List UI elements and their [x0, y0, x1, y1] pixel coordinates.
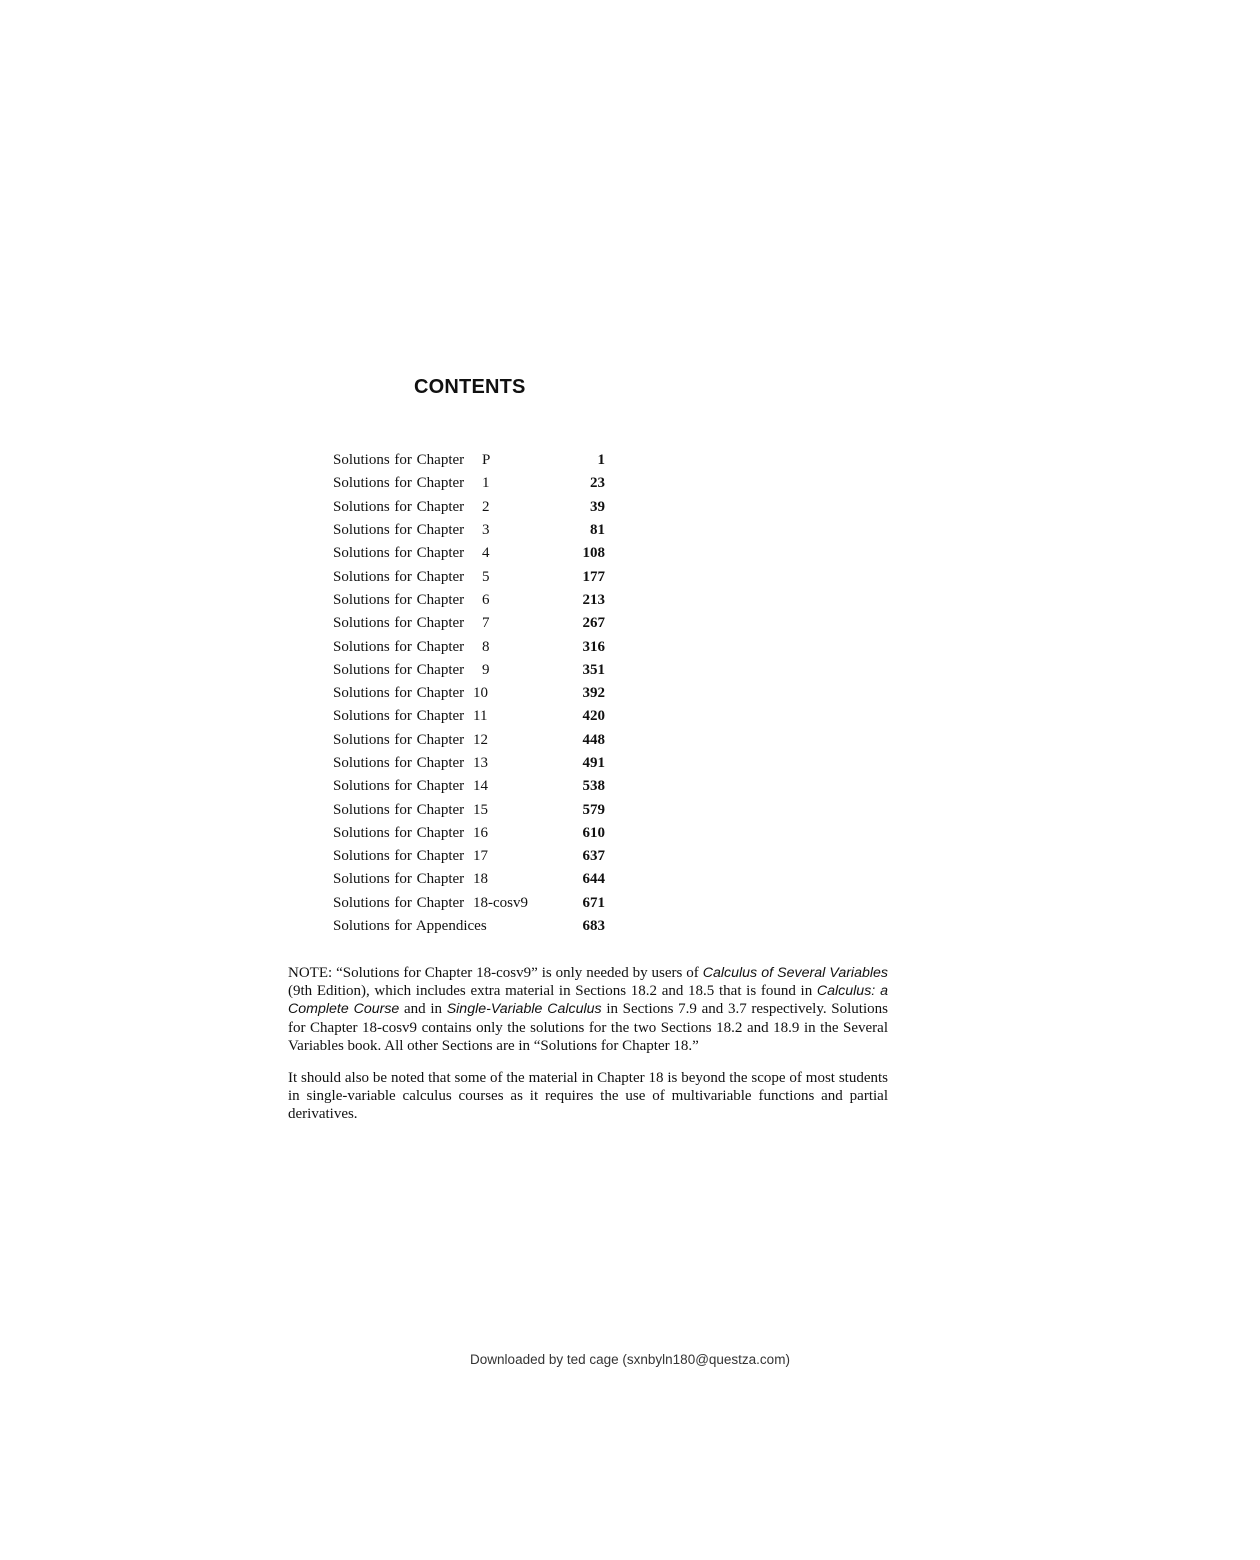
toc-entry-chapter-11[interactable] — [333, 705, 605, 728]
toc-entry-chapter-number: 8 — [482, 638, 490, 655]
toc-entry-label: Solutions for Chapter — [333, 685, 465, 702]
toc-entry-chapter-P[interactable] — [333, 449, 605, 472]
toc-entry-chapter-12[interactable] — [333, 729, 605, 752]
toc-entry-page: 671 — [582, 894, 605, 911]
toc-entry-page: 420 — [582, 708, 605, 725]
toc-entry-label: Solutions for Chapter — [333, 568, 465, 585]
toc-entry-chapter-number: 3 — [482, 522, 490, 539]
toc-entry-chapter-number: 4 — [482, 545, 490, 562]
note-book-title: Calculus of Several Variables — [702, 965, 888, 981]
toc-entry-chapter-number: 9 — [482, 661, 490, 678]
toc-entry-page: 448 — [582, 731, 605, 748]
toc-entry-chapter-15[interactable] — [333, 798, 605, 821]
note-book-title: Single-Variable Calculus — [446, 1001, 602, 1018]
toc-entry-label: Solutions for Chapter — [333, 755, 465, 771]
toc-entry-appendices[interactable] — [333, 915, 605, 938]
toc-entry-page: 108 — [582, 545, 605, 562]
scope-paragraph: It should also be noted that some of the material in Chapter 18 is beyond the scope of most students in single-variable calculus courses as it requires the use of multivariable functions and partial derivatives. — [288, 1070, 888, 1123]
toc-entry-chapter-number: P — [482, 452, 491, 469]
toc-entry-chapter-number: 14 — [473, 778, 488, 795]
toc-entry-chapter-number: 11 — [473, 708, 488, 725]
toc-entry-page: 267 — [582, 615, 605, 632]
toc-entry-label: Solutions for Chapter — [333, 452, 465, 469]
toc-entry-label: Solutions for Chapter — [333, 591, 465, 608]
toc-entry-page: 23 — [590, 475, 605, 492]
toc-entry-label: Solutions for Chapter — [333, 778, 465, 795]
toc-entry-label: Solutions for Chapter — [333, 475, 465, 492]
toc-entry-chapter-5[interactable] — [333, 565, 605, 588]
toc-entry-label: Solutions for Chapter — [333, 708, 465, 725]
toc-entry-chapter-number: 1 — [482, 475, 490, 492]
toc-entry-chapter-1[interactable] — [333, 472, 605, 495]
toc-entry-label: Solutions for Chapter — [333, 638, 465, 655]
note-text: in Sections 7.9 and 3.7 respectively. Solutions for Chapter 18-cosv9 contains only the solutions for the two Sections 18.2 and 18.9 in the Several Variables book. All other Sections are in “Solutions for Chapter 18.” — [288, 1001, 888, 1054]
toc-entry-label: Solutions for Chapter — [333, 848, 465, 865]
note-text: (9th Edition), which includes extra material in Sections 18.2 and 18.5 that is found in — [288, 983, 817, 1000]
toc-entry-chapter-number: 12 — [473, 731, 488, 748]
toc-entry-chapter-7[interactable] — [333, 612, 605, 635]
note-paragraph — [288, 964, 888, 1055]
table-of-contents — [333, 449, 605, 938]
toc-entry-chapter-18-cosv9[interactable] — [333, 892, 605, 915]
toc-entry-chapter-number: 2 — [482, 498, 490, 515]
toc-entry-page: 316 — [582, 638, 605, 655]
toc-entry-chapter-number: 10 — [473, 685, 488, 702]
toc-entry-chapter-6[interactable] — [333, 589, 605, 612]
toc-entry-label: Solutions for Appendices — [333, 918, 487, 935]
toc-entry-label: Solutions for Chapter — [333, 731, 465, 748]
note-text: and in — [399, 1001, 447, 1018]
toc-entry-page: 637 — [582, 848, 605, 865]
toc-entry-chapter-number: 18 — [473, 871, 488, 888]
toc-entry-chapter-16[interactable] — [333, 822, 605, 845]
toc-entry-chapter-13[interactable] — [333, 752, 605, 775]
toc-entry-chapter-number: 16 — [473, 824, 488, 841]
toc-entry-chapter-number: 15 — [473, 801, 488, 818]
toc-entry-page: 177 — [582, 568, 605, 585]
toc-entry-chapter-8[interactable] — [333, 635, 605, 658]
toc-entry-chapter-number: 13 — [473, 755, 488, 771]
toc-entry-chapter-number: 5 — [482, 568, 490, 585]
note-book-title: Calculus: a Complete Course — [288, 983, 888, 1018]
toc-entry-chapter-number: 17 — [473, 848, 488, 865]
toc-entry-chapter-number: 18-cosv9 — [473, 894, 528, 911]
toc-entry-page: 644 — [582, 871, 605, 888]
toc-entry-page: 213 — [582, 591, 605, 608]
toc-entry-label: Solutions for Chapter — [333, 661, 465, 678]
toc-entry-label: Solutions for Chapter — [333, 801, 465, 818]
toc-entry-page: 81 — [590, 522, 605, 539]
toc-entry-label: Solutions for Chapter — [333, 615, 465, 632]
toc-entry-page: 610 — [582, 824, 605, 841]
toc-entry-chapter-number: 7 — [482, 615, 490, 632]
toc-entry-page: 683 — [582, 918, 605, 935]
toc-entry-label: Solutions for Chapter — [333, 545, 465, 562]
toc-entry-chapter-9[interactable] — [333, 659, 605, 682]
toc-entry-page: 538 — [582, 778, 605, 795]
download-footer: Downloaded by ted cage (sxnbyln180@questza.com) — [470, 1352, 790, 1367]
toc-entry-label: Solutions for Chapter — [333, 871, 465, 888]
toc-entry-page: 1 — [597, 452, 605, 469]
toc-entry-chapter-14[interactable] — [333, 775, 605, 798]
toc-entry-chapter-4[interactable] — [333, 542, 605, 565]
toc-entry-label: Solutions for Chapter — [333, 498, 465, 515]
toc-entry-label: Solutions for Chapter — [333, 894, 465, 911]
page-title: CONTENTS — [414, 376, 526, 398]
toc-entry-label: Solutions for Chapter — [333, 522, 465, 539]
toc-entry-page: 39 — [590, 498, 605, 515]
toc-entry-page: 491 — [582, 755, 605, 771]
toc-entry-chapter-10[interactable] — [333, 682, 605, 705]
toc-entry-chapter-2[interactable] — [333, 496, 605, 519]
toc-entry-chapter-17[interactable] — [333, 845, 605, 868]
toc-entry-chapter-18[interactable] — [333, 868, 605, 891]
toc-entry-label: Solutions for Chapter — [333, 824, 465, 841]
toc-entry-page: 392 — [582, 685, 605, 702]
toc-entry-page: 351 — [582, 661, 605, 678]
toc-entry-page: 579 — [582, 801, 605, 818]
note-text: NOTE: “Solutions for Chapter 18-cosv9” is only needed by users of — [288, 965, 703, 981]
toc-entry-chapter-number: 6 — [482, 591, 490, 608]
toc-entry-chapter-3[interactable] — [333, 519, 605, 542]
